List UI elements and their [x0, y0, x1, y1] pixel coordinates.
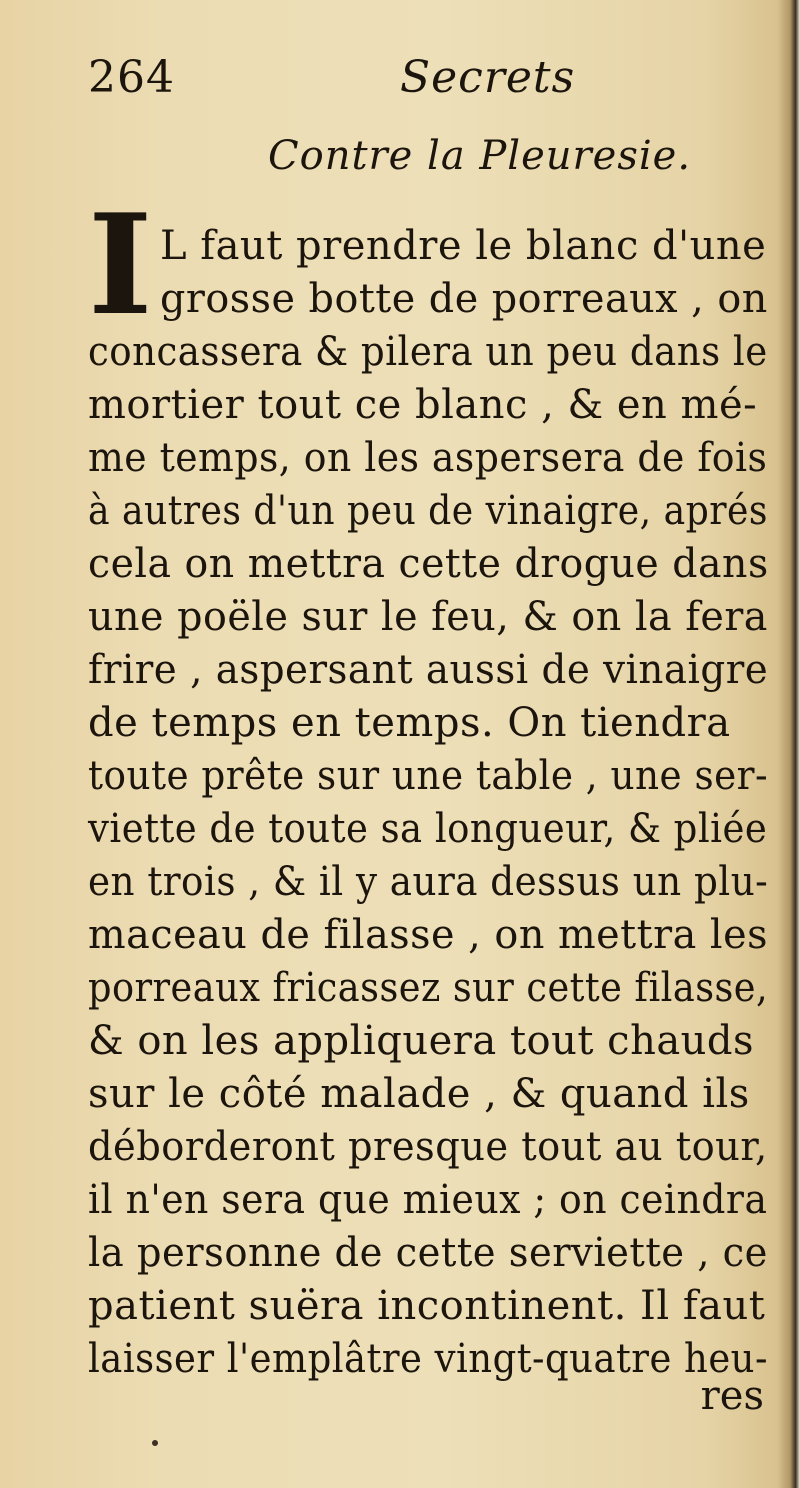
- text-line: déborderont presque tout au tour,: [88, 1124, 768, 1170]
- text-line: me temps, on les aspersera de fois: [88, 435, 768, 481]
- text-line: frire , aspersant aussi de vinaigre: [88, 647, 769, 693]
- text-line: une poële sur le feu, & on la fera: [88, 594, 768, 640]
- text-line: L faut prendre le blanc d'une: [160, 223, 767, 269]
- catchword: res: [700, 1373, 764, 1419]
- dropcap-initial: I: [88, 183, 153, 346]
- text-line: patient suëra incontinent. Il faut: [88, 1283, 766, 1329]
- text-line: porreaux fricassez sur cette filasse,: [88, 965, 769, 1011]
- text-line: laisser l'emplâtre vingt-quatre heu-: [88, 1336, 768, 1382]
- text-line: & on les appliquera tout chauds: [88, 1018, 755, 1064]
- text-line: cela on mettra cette drogue dans: [88, 541, 769, 587]
- running-title: Secrets: [400, 52, 576, 103]
- text-line: grosse botte de porreaux , on: [160, 276, 768, 322]
- text-line: en trois , & il y aura dessus un plu-: [88, 859, 769, 905]
- text-line: mortier tout ce blanc , & en mé-: [88, 382, 758, 428]
- text-line: maceau de filasse , on mettra les: [88, 912, 768, 958]
- section-title: Contre la Pleuresie.: [268, 133, 692, 179]
- text-line: viette de toute sa longueur, & pliée: [88, 806, 768, 852]
- text-line: la personne de cette serviette , ce: [88, 1230, 768, 1276]
- text-line: à autres d'un peu de vinaigre, aprés: [88, 488, 768, 534]
- text-line: toute prête sur une table , une ser-: [88, 753, 769, 799]
- text-line: il n'en sera que mieux ; on ceindra: [88, 1177, 768, 1223]
- text-line: de temps en temps. On tiendra: [88, 700, 731, 746]
- ink-speck: [152, 1440, 158, 1446]
- text-line: sur le côté malade , & quand ils: [88, 1071, 750, 1117]
- page-number: 264: [88, 52, 175, 103]
- text-line: concassera & pilera un peu dans le: [88, 329, 768, 375]
